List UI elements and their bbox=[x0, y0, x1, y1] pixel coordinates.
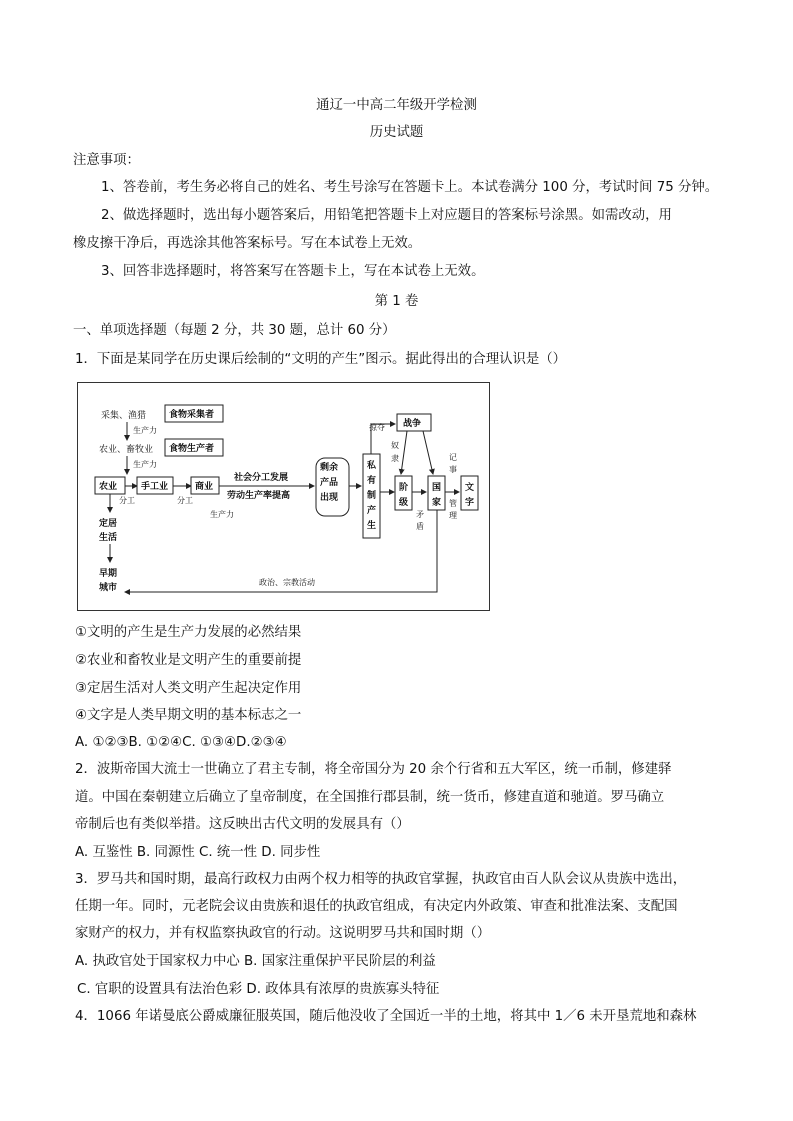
label-food-gatherer: 食物采集者 bbox=[169, 410, 215, 420]
q2-line-1: 2．波斯帝国大流士一世确立了君主专制，将全帝国分为 20 余个行省和五大军区，统一币制，修建驿 bbox=[75, 762, 672, 777]
label-productivity-rise: 劳动生产率提高 bbox=[227, 491, 291, 501]
q3-line-2: 任期一年。同时，元老院会议由贵族和退任的执政官组成，有决定内外政策、审查和批准法案、支配国 bbox=[75, 899, 678, 914]
label-division-1: 分工 bbox=[119, 496, 135, 505]
conflict-char-2: 盾 bbox=[416, 522, 424, 531]
section-heading: 一、单项选择题（每题 2 分，共 30 题，总计 60 分） bbox=[73, 323, 396, 338]
q1-options: A. ①②③B. ①②④C. ①③④D.②③④ bbox=[75, 735, 287, 750]
label-handicraft: 手工业 bbox=[141, 482, 169, 492]
class-char-1: 阶 bbox=[399, 483, 409, 493]
writing-char-2: 字 bbox=[465, 498, 475, 508]
notice-item-2-cont: 橡皮擦干净后，再选涂其他答案标号。写在本试卷上无效。 bbox=[73, 236, 422, 251]
manage-char-1: 管 bbox=[449, 499, 457, 508]
slave-char-2: 隶 bbox=[391, 454, 399, 463]
writing-char-1: 文 bbox=[465, 483, 475, 493]
label-productivity-2: 生产力 bbox=[133, 460, 157, 469]
question-1-stem: 1．下面是某同学在历史课后绘制的“文明的产生”图示。据此得出的合理认识是（） bbox=[75, 352, 567, 367]
exam-subtitle: 历史试题 bbox=[369, 125, 424, 140]
state-char-2: 家 bbox=[432, 498, 442, 508]
q3-options-ab: A. 执政官处于国家权力中心 B. 国家注重保护平民阶层的利益 bbox=[75, 954, 436, 969]
private-char-5: 生 bbox=[367, 521, 377, 531]
q2-options: A. 互鉴性 B. 同源性 C. 统一性 D. 同步性 bbox=[75, 845, 321, 860]
label-food-producer: 食物生产者 bbox=[169, 444, 215, 454]
q1-statement-4: ④文字是人类早期文明的基本标志之一 bbox=[75, 708, 302, 723]
label-nongye-xumu: 农业、畜牧业 bbox=[99, 445, 154, 455]
settle-line-2: 生活 bbox=[99, 533, 118, 543]
private-char-1: 私 bbox=[367, 461, 377, 471]
q1-statement-1: ①文明的产生是生产力发展的必然结果 bbox=[75, 625, 302, 640]
state-char-1: 国 bbox=[432, 483, 442, 493]
exam-title: 通辽一中高二年级开学检测 bbox=[316, 98, 477, 113]
q3-line-3: 家财产的权力，并有权监察执政官的行动。这说明罗马共和国时期（） bbox=[75, 926, 491, 941]
private-char-4: 产 bbox=[367, 506, 377, 516]
label-caiji: 采集、渔猎 bbox=[101, 411, 147, 421]
label-war: 战争 bbox=[403, 419, 422, 429]
civilization-diagram bbox=[77, 382, 490, 611]
record-char-1: 记 bbox=[449, 453, 457, 462]
q3-line-1: 3．罗马共和国时期，最高行政权力由两个权力相等的执政官掌握，执政官由百人队会议从贵族中选出， bbox=[75, 872, 687, 887]
notice-item-3: 3、回答非选择题时，将答案写在答题卡上，写在本试卷上无效。 bbox=[101, 264, 485, 279]
private-char-2: 有 bbox=[367, 476, 377, 486]
notice-heading: 注意事项： bbox=[73, 153, 140, 168]
city-line-1: 早期 bbox=[99, 569, 118, 579]
label-commerce: 商业 bbox=[195, 482, 214, 492]
q1-statement-3: ③定居生活对人类文明产生起决定作用 bbox=[75, 681, 302, 696]
label-division-2: 分工 bbox=[177, 496, 193, 505]
notice-item-2: 2、做选择题时，选出每小题答案后，用铅笔把答题卡上对应题目的答案标号涂黑。如需改动，用 bbox=[101, 208, 672, 223]
q1-statement-2: ②农业和畜牧业是文明产生的重要前提 bbox=[75, 653, 302, 668]
surplus-chars-2: 产品 bbox=[320, 478, 339, 488]
manage-char-2: 理 bbox=[449, 511, 457, 520]
private-char-3: 制 bbox=[367, 491, 377, 501]
notice-item-1: 1、答卷前，考生务必将自己的姓名、考生号涂写在答题卡上。本试卷满分 100 分，考试时间 75 分钟。 bbox=[101, 180, 719, 195]
city-line-2: 城市 bbox=[99, 583, 118, 593]
surplus-chars-1: 剩余 bbox=[320, 463, 339, 473]
label-social-division: 社会分工发展 bbox=[234, 473, 289, 483]
slave-char-1: 奴 bbox=[391, 441, 399, 450]
label-agriculture: 农业 bbox=[99, 482, 118, 492]
label-political-religious: 政治、宗教活动 bbox=[259, 578, 315, 587]
q2-line-2: 道。中国在秦朝建立后确立了皇帝制度，在全国推行郡县制，统一货币，修建直道和驰道。罗马确立 bbox=[75, 790, 665, 805]
class-char-2: 级 bbox=[399, 498, 409, 508]
volume-heading: 第 1 卷 bbox=[374, 294, 419, 309]
label-productivity-1: 生产力 bbox=[133, 426, 157, 435]
record-char-2: 事 bbox=[449, 465, 457, 474]
surplus-chars-3: 出现 bbox=[320, 493, 339, 503]
q2-line-3: 帝制后也有类似举措。这反映出古代文明的发展具有（） bbox=[75, 817, 410, 832]
q4-line-1: 4．1066 年诺曼底公爵威廉征服英国，随后他没收了全国近一半的土地，将其中 1／6 未开垦荒地和森林 bbox=[75, 1009, 697, 1024]
label-plunder: 掠夺 bbox=[369, 423, 385, 432]
label-productivity-3: 生产力 bbox=[210, 510, 234, 519]
conflict-char-1: 矛 bbox=[416, 510, 424, 519]
q3-options-cd: C. 官职的设置具有法治色彩 D. 政体具有浓厚的贵族寡头特征 bbox=[77, 982, 440, 997]
settle-line-1: 定居 bbox=[99, 519, 118, 529]
